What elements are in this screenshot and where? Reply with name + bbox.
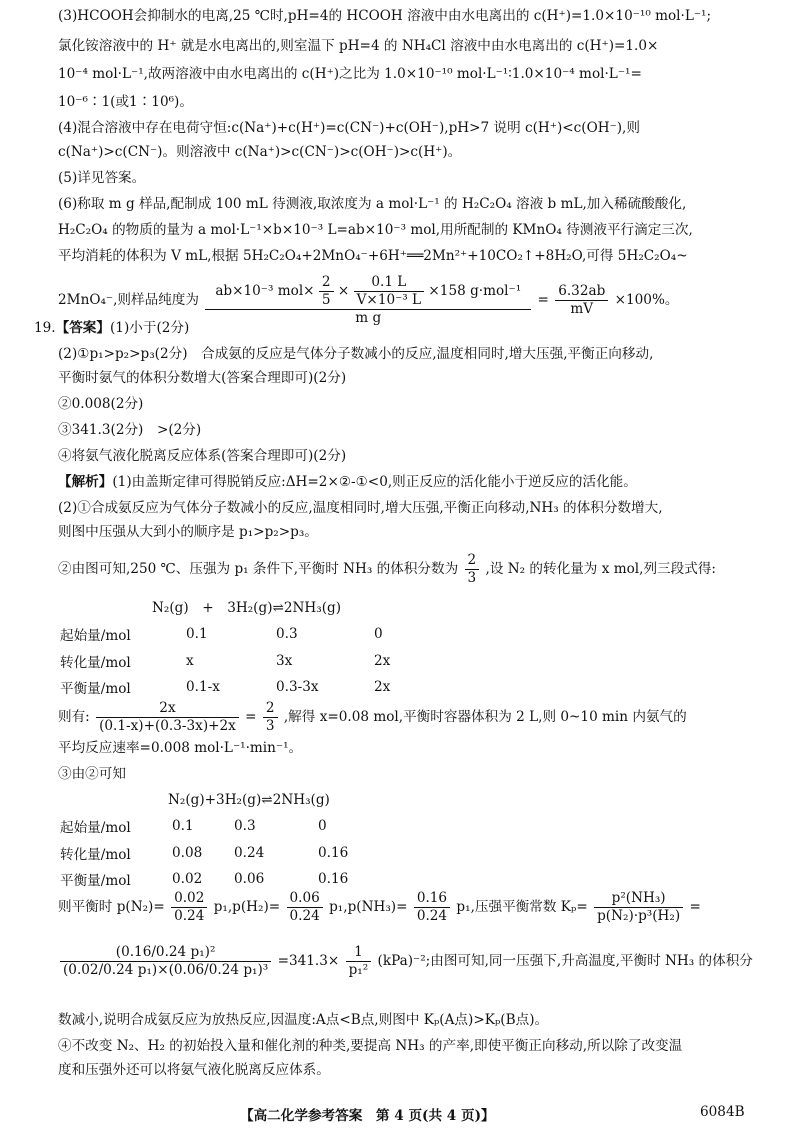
purity-tail: ×100%。	[614, 292, 679, 308]
analysis-tag: 【解析】	[58, 474, 113, 490]
e6-frac-a	[171, 890, 207, 925]
t2-cell-c1: 0.1	[172, 818, 194, 835]
analysis-3-pre: ②由图可知,250 ℃、压强为 p₁ 条件下,平衡时 NH₃ 的体积分数为	[58, 561, 459, 577]
q19-header	[34, 318, 189, 338]
f1-den: 5	[321, 292, 331, 308]
e6-c-num: 0.16	[414, 890, 450, 908]
answer-tag: 【答案】	[55, 320, 110, 336]
analysis-4	[58, 700, 687, 735]
analysis-4-frac2	[263, 700, 278, 735]
e7-small-num: 1	[346, 944, 372, 962]
p4-line-1: (4)混合溶液中存在电荷守恒:c(Na⁺)+c(H⁺)=c(CN⁻)+c(OH⁻),pH>7 说明 c(H⁺)<c(OH⁻),则	[58, 120, 640, 136]
analysis-7	[58, 944, 753, 979]
purity-lead: 2MnO₄⁻,则样品纯度为	[58, 292, 199, 308]
e6-frac-c	[414, 890, 450, 925]
p3-line-4: 10⁻⁶∶1(或1∶10⁶)。	[58, 94, 193, 110]
e6-k-den: p(N₂)·p³(H₂)	[597, 908, 681, 924]
f3-num: 6.32ab	[555, 283, 608, 301]
analysis-4-frac	[96, 700, 239, 735]
purity-eq: =	[537, 292, 549, 308]
footer-title: 【高二化学参考答案 第 4 页(共 4 页)】	[240, 1108, 495, 1124]
analysis-4-frac-den: (0.1-x)+(0.3-3x)+2x	[99, 718, 236, 734]
purity-times: ×	[337, 283, 350, 299]
t1-cell-c1: 0.1-x	[186, 679, 220, 696]
answer-2-line-1: (2)①p₁>p₂>p₃(2分) 合成氨的反应是气体分子数减小的反应,温度相同时,增大压强,平衡正向移动,	[58, 346, 654, 362]
analysis-1	[58, 472, 637, 492]
p5-line: (5)详见答案。	[58, 170, 146, 186]
analysis-4-frac-num: 2x	[96, 700, 239, 718]
purity-den: m g	[355, 310, 382, 326]
analysis-2-line-2: 则图中压强从大到小的顺序是 p₁>p₂>p₃。	[58, 524, 318, 540]
t1-cell-c1: 0.1	[186, 626, 208, 643]
t1-cell-label: 平衡量/mol	[60, 681, 131, 698]
purity-fraction	[205, 274, 531, 327]
table1-equation: N₂(g) + 3H₂(g)⇌2NH₃(g)	[152, 600, 342, 616]
table2	[58, 812, 400, 894]
analysis-3-frac-den: 3	[467, 570, 477, 586]
t1-cell-c2: 3x	[276, 652, 293, 669]
analysis-4-pre: 则有:	[58, 709, 90, 725]
t1-cell-c2: 0.3-3x	[276, 679, 319, 696]
e6-k-num: p²(NH₃)	[594, 890, 683, 908]
t1-cell-c3: 2x	[374, 679, 391, 696]
t2-cell-c3: 0	[318, 818, 327, 835]
p6-line-1: (6)称取 m g 样品,配制成 100 mL 待测液,取浓度为 a mol·L⁻¹ 的 H₂C₂O₄ 溶液 b mL,加入稀硫酸酸化,	[58, 196, 687, 212]
t2-row	[60, 841, 398, 866]
e7-small-den: p₁²	[348, 962, 369, 978]
t1-cell-label: 起始量/mol	[60, 628, 131, 645]
e7-big-num: (0.16/0.24 p₁)²	[60, 944, 271, 962]
t2-cell-c1: 0.08	[172, 844, 203, 861]
t2-cell-label: 起始量/mol	[60, 820, 131, 837]
e7-big-den: (0.02/0.24 p₁)×(0.06/0.24 p₁)³	[63, 962, 269, 978]
t2-cell-c1: 0.02	[172, 871, 203, 888]
t1-row	[60, 649, 454, 674]
q19-number: 19.	[34, 320, 56, 336]
t1-cell-c2: 0.3	[276, 626, 298, 643]
t2-cell-label: 平衡量/mol	[60, 873, 131, 890]
f2-num: 0.1 L	[354, 274, 424, 292]
e6-a-num: 0.02	[171, 890, 207, 908]
t2-cell-c3: 0.16	[318, 871, 349, 888]
t2-row	[60, 814, 398, 839]
t1-cell-label: 转化量/mol	[60, 654, 131, 671]
analysis-3-frac-num: 2	[465, 552, 480, 570]
analysis-1-text: (1)由盖斯定律可得脱销反应:ΔH=2×②-①<0,则正反应的活化能小于逆反应的活化能。	[112, 474, 637, 490]
p3-line-2: 氯化铵溶液中的 H⁺ 就是水电离出的,则室温下 pH=4 的 NH₄Cl 溶液中由水电离出的 c(H⁺)=1.0×	[58, 38, 659, 54]
e6-c-den: 0.24	[416, 908, 448, 924]
e6-b-tail: p₁,p(NH₃)=	[329, 899, 408, 915]
e7-post: (kPa)⁻²;由图可知,同一压强下,升高温度,平衡时 NH₃ 的体积分	[377, 953, 753, 969]
f2-den: V×10⁻³ L	[356, 292, 422, 308]
analysis-4b: 平均反应速率=0.008 mol·L⁻¹·min⁻¹。	[58, 740, 303, 756]
analysis-2-line-1: (2)①合成氨反应为气体分子数减小的反应,温度相同时,增大压强,平衡正向移动,NH₃ 的体积分数增大,	[58, 500, 663, 516]
e6-a-den: 0.24	[174, 908, 205, 924]
answer-2b: ②0.008(2分)	[58, 396, 144, 412]
purity-sub-frac-2	[354, 274, 424, 309]
analysis-3-post: ,设 N₂ 的转化量为 x mol,列三段式得:	[485, 561, 717, 577]
analysis-8: 数减小,说明合成氨反应为放热反应,因温度:A点<B点,则图中 Kₚ(A点)>Kₚ(B点)。	[58, 1012, 549, 1028]
analysis-4-frac2-num: 2	[263, 700, 278, 718]
t2-cell-c3: 0.16	[318, 844, 349, 861]
t1-row	[60, 622, 454, 647]
answer-1: (1)小于(2分)	[110, 320, 190, 336]
analysis-4-post: ,解得 x=0.08 mol,平衡时容器体积为 2 L,则 0~10 min 内氨气的	[283, 709, 687, 725]
e6-k-tail: =	[689, 899, 701, 915]
answer-2d: ④将氨气液化脱离反应体系(答案合理即可)(2分)	[58, 448, 347, 464]
e6-b-num: 0.06	[287, 890, 323, 908]
purity-num-b: ×158 g·mol⁻¹	[428, 283, 522, 299]
t1-row	[60, 675, 454, 700]
analysis-9-line-2: 度和压强外还可以将氨气液化脱离反应体系。	[58, 1062, 330, 1078]
e6-frac-k	[594, 890, 683, 925]
answer-2c: ③341.3(2分) >(2分)	[58, 422, 202, 438]
t2-cell-label: 转化量/mol	[60, 846, 131, 863]
t2-row	[60, 867, 398, 892]
answer-2-line-2: 平衡时氨气的体积分数增大(答案合理即可)(2分)	[58, 370, 347, 386]
analysis-4-frac2-den: 3	[265, 718, 275, 734]
purity-num-a: ab×10⁻³ mol×	[215, 283, 315, 299]
e6-c-tail: p₁,压强平衡常数 Kₚ=	[456, 899, 588, 915]
analysis-9-line-1: ④不改变 N₂、H₂ 的初始投入量和催化剂的种类,要提高 NH₃ 的产率,即使平衡正向移动,所以除了改变温	[58, 1038, 683, 1054]
t1-cell-c3: 2x	[374, 652, 391, 669]
e7-mid: =341.3×	[277, 953, 340, 969]
e7-small-frac	[346, 944, 372, 979]
e7-big-frac	[60, 944, 271, 979]
t1-cell-c1: x	[186, 652, 194, 669]
analysis-4-eq: =	[245, 709, 257, 725]
t2-cell-c2: 0.3	[234, 818, 256, 835]
purity-sub-frac-1	[319, 274, 334, 309]
p6-line-2: H₂C₂O₄ 的物质的量为 a mol·L⁻¹×b×10⁻³ L=ab×10⁻³ mol,用所配制的 KMnO₄ 待测液平行滴定三次,	[58, 222, 693, 238]
p3-line-3: 10⁻⁴ mol·L⁻¹,故两溶液中由水电离出的 c(H⁺)之比为 1.0×10⁻¹⁰ mol·L⁻¹∶1.0×10⁻⁴ mol·L⁻¹=	[58, 66, 642, 82]
t1-cell-c3: 0	[374, 626, 383, 643]
table1	[58, 620, 456, 702]
e6-frac-b	[287, 890, 323, 925]
e6-b-den: 0.24	[289, 908, 320, 924]
table2-equation: N₂(g)+3H₂(g)⇌2NH₃(g)	[168, 792, 330, 808]
analysis-3-frac	[465, 552, 480, 587]
t2-cell-c2: 0.06	[234, 871, 265, 888]
p6-line-3: 平均消耗的体积为 V mL,根据 5H₂C₂O₄+2MnO₄⁻+6H⁺══2Mn²⁺+10CO₂↑+8H₂O,可得 5H₂C₂O₄~	[58, 248, 688, 264]
analysis-5: ③由②可知	[58, 766, 126, 782]
analysis-6	[58, 890, 701, 925]
purity-result-frac	[555, 283, 608, 318]
e6-a-tail: p₁,p(H₂)=	[213, 899, 281, 915]
f3-den: mV	[570, 301, 594, 317]
t2-cell-c2: 0.24	[234, 844, 265, 861]
analysis-3	[58, 552, 716, 587]
e6-pre: 则平衡时 p(N₂)=	[58, 899, 165, 915]
p3-line-1: (3)HCOOH会抑制水的电离,25 ℃时,pH=4的 HCOOH 溶液中由水电离出的 c(H⁺)=1.0×10⁻¹⁰ mol·L⁻¹;	[58, 8, 712, 24]
f1-num: 2	[319, 274, 334, 292]
footer-code: 6084B	[700, 1104, 745, 1120]
p4-line-2: c(Na⁺)>c(CN⁻)。则溶液中 c(Na⁺)>c(CN⁻)>c(OH⁻)>c(H⁺)。	[58, 144, 462, 160]
